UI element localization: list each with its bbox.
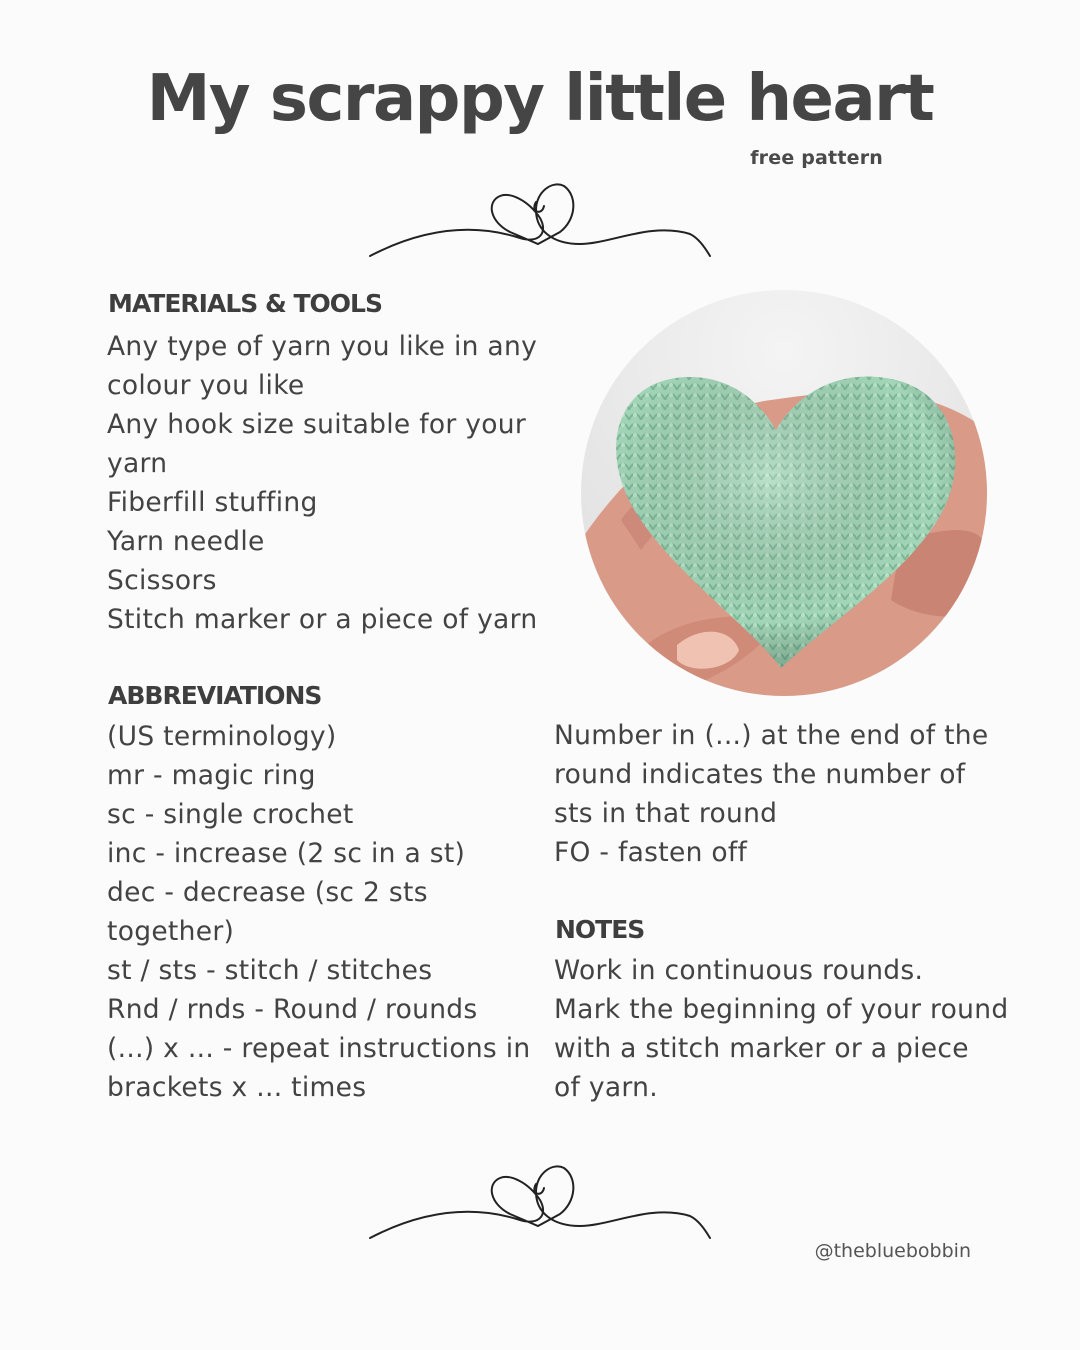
notes-line: Work in continuous rounds. [554,955,924,986]
author-handle: @thebluebobbin [814,1240,971,1262]
materials-line: yarn [107,448,168,479]
abbreviation-line: (US terminology) [107,721,337,752]
abbreviation-line: (...) x ... - repeat instructions in [107,1033,531,1064]
materials-line: Any type of yarn you like in any [107,331,538,362]
crochet-heart-image [581,290,987,696]
abbreviation-line: round indicates the number of [554,759,966,790]
notes-heading: NOTES [555,915,645,944]
materials-line: colour you like [107,370,305,401]
abbreviation-line: together) [107,916,235,947]
abbreviation-line: dec - decrease (sc 2 sts [107,877,428,908]
page-title: My scrappy little heart [146,62,934,136]
materials-line: Stitch marker or a piece of yarn [107,604,538,635]
abbreviations-list [107,717,531,1107]
abbreviation-line: sc - single crochet [107,799,354,830]
abbreviations-continued [554,716,989,872]
notes-line: Mark the beginning of your round [554,994,1009,1025]
materials-line: Scissors [107,565,217,596]
crochet-heart-photo [581,290,987,696]
abbreviations-heading: ABBREVIATIONS [108,681,322,710]
abbreviation-line: FO - fasten off [554,837,748,868]
materials-list [107,327,537,639]
abbreviation-line: Number in (...) at the end of the [554,720,989,751]
abbreviation-line: inc - increase (2 sc in a st) [107,838,466,869]
materials-line: Yarn needle [107,526,265,557]
abbreviation-line: mr - magic ring [107,760,316,791]
heart-swirl-icon [360,172,720,272]
page-subtitle: free pattern [750,147,883,169]
abbreviation-line: Rnd / rnds - Round / rounds [107,994,478,1025]
abbreviation-line: sts in that round [554,798,778,829]
materials-line: Fiberfill stuffing [107,487,318,518]
materials-line: Any hook size suitable for your [107,409,527,440]
abbreviation-line: st / sts - stitch / stitches [107,955,433,986]
notes-line: of yarn. [554,1072,658,1103]
notes-line: with a stitch marker or a piece [554,1033,969,1064]
abbreviation-line: brackets x ... times [107,1072,367,1103]
notes-list [554,951,1009,1107]
materials-heading: MATERIALS & TOOLS [108,289,382,318]
heart-swirl-icon [360,1154,720,1254]
